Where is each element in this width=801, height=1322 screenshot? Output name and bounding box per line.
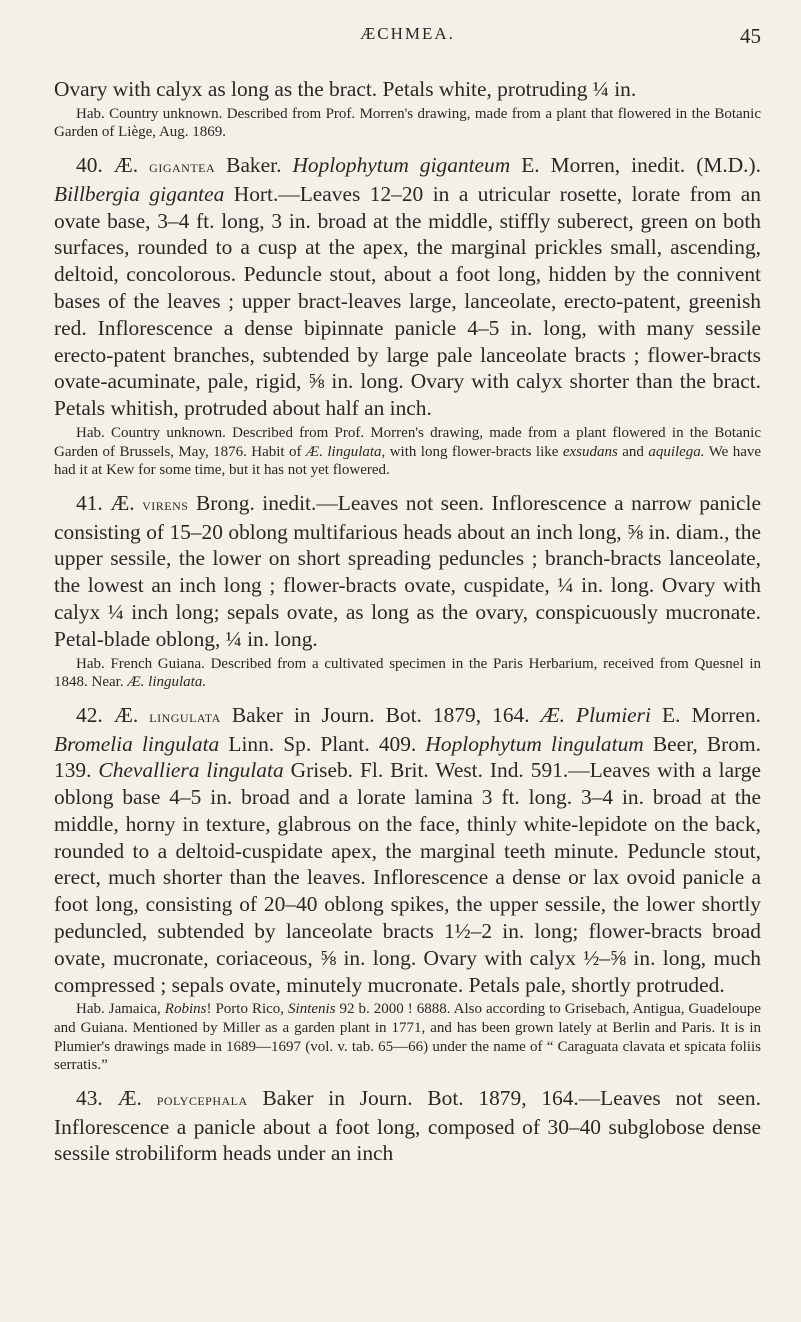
habitat-italic: Æ. lingulata. bbox=[127, 674, 207, 691]
entry-continuation-text: Ovary with calyx as long as the bract. Petals white, protruding ¼ in. bbox=[54, 77, 637, 101]
entry-number: 41. bbox=[76, 490, 103, 515]
habitat-italic: aquilega. bbox=[648, 443, 705, 460]
habitat-note bbox=[54, 1000, 761, 1074]
running-head bbox=[54, 24, 761, 50]
synonym-author: Linn. Sp. Plant. 409. bbox=[228, 731, 417, 756]
synonym-author: Hort.— bbox=[233, 181, 300, 206]
habitat-text: We have had it at Kew for some time, but it has not yet flowered. bbox=[54, 443, 762, 479]
genus-abbrev: Æ. bbox=[110, 490, 135, 515]
species-entry-41 bbox=[54, 490, 761, 653]
species-entry-43 bbox=[54, 1085, 761, 1167]
description: Leaves with a large oblong base 4–5 in. broad and a lorate lamina 3 ft. long. 3–4 in. broad at the middle, horny in texture, glabrous on the face, thinly white-lepidote on the back, rounded to a deltoid-cuspidate apex, the marginal teeth minute. Peduncle stout, erect, much shorter than the leaves. Inflorescence a dense or lax ovoid panicle a foot long, consisting of 20–40 oblong spikes, the upper sessile, the lower shortly peduncled, subtended by lanceolate bracts 1½–2 in. long; flower-bracts broad ovate, mucronate, coriaceous, ⅝ in. long. Ovary with calyx ½–⅝ in. long, much compressed ; sepals ovate, minutely mucronate. Petals pale, shortly protruded. bbox=[54, 758, 761, 997]
entry-number: 40. bbox=[76, 152, 103, 177]
synonym-author: Beer, Brom. 139. bbox=[54, 731, 761, 783]
author: Baker. bbox=[226, 152, 282, 177]
habitat-italic: Æ. lingulata, bbox=[305, 443, 386, 460]
habitat-text: with long flower-bracts like bbox=[389, 443, 559, 460]
species-epithet: gigantea bbox=[149, 156, 216, 176]
synonym: Hoplophytum giganteum bbox=[292, 152, 511, 177]
habitat-text: 92 b. 2000 ! 6888. Also according to Grisebach, Antigua, Guadeloupe and Guiana. Mentioned by Miller as a garden plant in 1771, and has been grown lately at Berlin and Paris. It is in Plumier's drawings made in 1689—1697 (vol. v. tab. 65—66) under the name of “ Caraguata clavata et spicata foliis serratis.” bbox=[54, 1001, 762, 1074]
synonym: Æ. Plumieri bbox=[540, 702, 651, 727]
entry-number: 43. bbox=[76, 1085, 103, 1110]
synonym: Chevalliera lingulata bbox=[98, 758, 284, 783]
description: Leaves 12–20 in a utricular rosette, lorate from an ovate base, 3–4 ft. long, 3 in. broad at the middle, stiffly suberect, green on both surfaces, rounded to a cusp at the apex, the marginal prickles small, ascending, deltoid, concolorous. Peduncle stout, about a foot long, hidden by the connivent bases of the leaves ; upper bract-leaves large, lanceolate, erecto-patent, greenish red. Inflorescence a dense bipinnate panicle 4–5 in. long, with many sessile erecto-patent branches, subtended by large pale lanceolate bracts ; flower-bracts ovate-acuminate, pale, rigid, ⅝ in. long. Ovary with calyx shorter than the bract. Petals whitish, protruded about half an inch. bbox=[54, 181, 761, 421]
species-entry-42 bbox=[54, 702, 761, 999]
habitat-text: Hab. Jamaica, bbox=[76, 1001, 161, 1018]
synonym-author: E. Morren, inedit. (M.D.). bbox=[521, 152, 761, 177]
synonym: Bromelia lingulata bbox=[54, 731, 220, 756]
synonym: Billbergia gigantea bbox=[54, 181, 225, 206]
habitat-text: Hab. French Guiana. Described from a cultivated specimen in the Paris Herbarium, received from Quesnel in 1848. Near. bbox=[54, 655, 761, 691]
author: Brong. inedit.— bbox=[195, 490, 338, 515]
habitat-note bbox=[54, 655, 761, 692]
page-number: 45 bbox=[740, 24, 761, 48]
habitat-italic: Sintenis bbox=[288, 1001, 336, 1018]
author: Baker in Journ. Bot. 1879, 164. bbox=[231, 702, 530, 727]
synonym-author: E. Morren. bbox=[661, 702, 761, 727]
description: Leaves not seen. Inflorescence a narrow panicle consisting of 15–20 oblong multifarious heads about an inch long, ⅝ in. diam., the upper sessile, the lower on short spreading peduncles ; branch-bracts lanceolate, the lowest an inch long ; flower-bracts ovate, cuspidate, ¼ in. long. Ovary with calyx ¼ inch long; sepals ovate, as long as the ovary, conspicuously mucronate. Petal-blade oblong, ¼ in. long. bbox=[54, 490, 761, 651]
species-epithet: virens bbox=[142, 494, 189, 514]
running-head-title: ÆCHMEA. bbox=[360, 24, 455, 43]
species-epithet: polycephala bbox=[156, 1089, 248, 1109]
entry-number: 42. bbox=[76, 702, 103, 727]
habitat-italic: exsudans bbox=[562, 443, 618, 460]
description: Leaves not seen. Inflorescence a panicle about a foot long, composed of 30–40 subglobose dense sessile strobiliform heads under an inch bbox=[54, 1085, 761, 1166]
habitat-note bbox=[54, 424, 761, 480]
genus-abbrev: Æ. bbox=[113, 702, 139, 727]
habitat-note: Hab. Country unknown. Described from Prof. Morren's drawing, made from a plant that flowered in the Botanic Garden of Liège, Aug. 1869. bbox=[54, 105, 761, 141]
author: Baker in Journ. Bot. 1879, 164.— bbox=[262, 1085, 601, 1110]
genus-abbrev: Æ. bbox=[113, 152, 139, 177]
habitat-text: and bbox=[622, 443, 644, 460]
habitat-italic: Robins bbox=[164, 1001, 207, 1018]
species-entry-40 bbox=[54, 152, 761, 422]
habitat-text: ! Porto Rico, bbox=[206, 1001, 285, 1018]
synonym: Hoplophytum lingulatum bbox=[425, 731, 644, 756]
species-epithet: lingulata bbox=[149, 706, 221, 726]
synonym-author: Griseb. Fl. Brit. West. Ind. 591.— bbox=[290, 758, 590, 783]
habitat-text: Hab. Country unknown. Described from Prof. Morren's drawing, made from a plant flowered in the Botanic Garden of Brussels, May, 1876. Habit of bbox=[54, 424, 761, 460]
page-body bbox=[54, 76, 761, 1167]
genus-abbrev: Æ. bbox=[117, 1085, 142, 1110]
